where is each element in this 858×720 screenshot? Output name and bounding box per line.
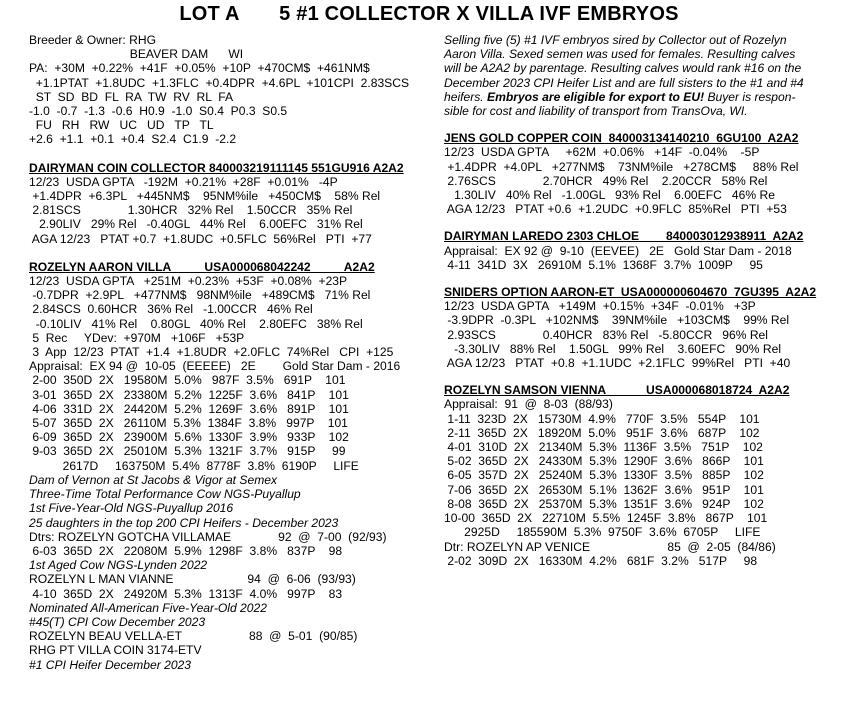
dam-note-line: 1st Five-Year-Old NGS-Puyallup 2016	[29, 501, 234, 516]
section-line: Appraisal: EX 92 @ 9-10 (EEVEE) 2E Gold Star Dam - 2018	[444, 243, 792, 258]
dam-note-line: 25 daughters in the top 200 CPI Heifers - December 2023	[29, 515, 339, 530]
dam-heading: ROZELYN AARON VILLA USA000068042242 A2A2	[29, 259, 375, 274]
section-line: 5-02 365D 2X 24330M 5.3% 1290F 3.6% 866P 101	[444, 454, 764, 469]
intro-bold-text: Embryos are eligible for export to EU!	[487, 89, 705, 104]
section-line: 1-11 323D 2X 15730M 4.9% 770F 3.5% 554P 101	[444, 411, 760, 426]
dam-line: 3-01 365D 2X 23380M 5.2% 1225F 3.6% 841P 101	[29, 387, 349, 402]
right-column	[444, 33, 846, 568]
section-line: 12/23 USDA GPTA +149M +0.15% +34F -0.01% +3P	[444, 299, 756, 314]
intro-line	[444, 90, 846, 104]
section-line: 6-05 357D 2X 25240M 5.3% 1330F 3.5% 885P 102	[444, 468, 764, 483]
section-line: 1.30LIV 40% Rel -1.00GL 93% Rel 6.00EFC 46% Re	[444, 188, 775, 203]
dam-line: 4-06 331D 2X 24420M 5.2% 1269F 3.6% 891P 101	[29, 401, 349, 416]
pedigree-section	[444, 383, 846, 568]
breeder-line: PA: +30M +0.22% +41F +0.05% +10P +470CM$ +461NM$	[29, 61, 370, 76]
dam-note-line: ROZELYN BEAU VELLA-ET 88 @ 5-01 (90/85)	[29, 629, 358, 644]
lot-title: LOT A 5 #1 COLLECTOR X VILLA IVF EMBRYOS	[179, 3, 679, 25]
dam-note-line: Three-Time Total Performance Cow NGS-Puyallup	[29, 487, 301, 502]
intro-text: December 2023 CPI Heifer List and are full sisters to the #1 and #4	[444, 75, 804, 90]
dam-note-line: Dam of Vernon at St Jacobs & Vigor at Semex	[29, 472, 278, 487]
dam-line: -0.10LIV 41% Rel 0.80GL 40% Rel 2.80EFC 38% Rel	[29, 316, 363, 331]
dam-line: 5 Rec YDev: +970M +106F +53P	[29, 330, 245, 345]
breeder-line: FU RH RW UC UD TP TL	[29, 118, 214, 133]
dam-note-line: 1st Aged Cow NGS-Lynden 2022	[29, 558, 208, 573]
intro-line	[444, 33, 846, 47]
intro-line	[444, 104, 846, 118]
dam-block	[29, 260, 439, 672]
section-line: 2.93SCS 0.40HCR 83% Rel -5.80CCR 96% Rel	[444, 327, 768, 342]
section-heading: DAIRYMAN LAREDO 2303 CHLOE 840003012938911 A2A2	[444, 229, 804, 244]
breeder-line: -1.0 -0.7 -1.3 -0.6 H0.9 -1.0 S0.4 P0.3 S0.5	[29, 104, 288, 119]
section-line: 2925D 185590M 5.3% 9750F 3.6% 6705P LIFE	[444, 525, 761, 540]
dam-note-line: RHG PT VILLA COIN 3174-ETV	[29, 643, 202, 658]
pedigree-sections	[444, 131, 846, 568]
section-line: -3.30LIV 88% Rel 1.50GL 99% Rel 3.60EFC 90% Rel	[444, 341, 782, 356]
dam-line: Appraisal: EX 94 @ 10-05 (EEEEE) 2E Gold Star Dam - 2016	[29, 359, 401, 374]
intro-text: Selling five (5) #1 IVF embryos sired by Collector out of Rozelyn	[444, 33, 787, 47]
section-heading: ROZELYN SAMSON VIENNA USA000068018724 A2A2	[444, 383, 790, 398]
intro-paragraph	[444, 33, 846, 118]
dam-note-line: 6-03 365D 2X 22080M 5.9% 1298F 3.8% 837P 98	[29, 543, 343, 558]
dam-line: 3 App 12/23 PTAT +1.4 +1.8UDR +2.0FLC 74%Rel CPI +125	[29, 345, 394, 360]
dam-line: 6-09 365D 2X 23900M 5.6% 1330F 3.9% 933P 102	[29, 430, 349, 445]
intro-text: will be A2A2 by parentage. Resulting calves would rank #16 on the	[444, 61, 802, 76]
section-line: 2-02 309D 2X 16330M 4.2% 681F 3.2% 517P 98	[444, 553, 758, 568]
dam-note-line: ROZELYN L MAN VIANNE 94 @ 6-06 (93/93)	[29, 572, 356, 587]
section-heading: SNIDERS OPTION AARON-ET USA000000604670 7GU395 A2A2	[444, 285, 817, 300]
section-line: 4-01 310D 2X 21340M 5.3% 1136F 3.5% 751P 102	[444, 440, 763, 455]
dam-notes	[29, 473, 439, 672]
section-line: Dtr: ROZELYN AP VENICE 85 @ 2-05 (84/86)	[444, 539, 776, 554]
section-line: 7-06 365D 2X 26530M 5.1% 1362F 3.6% 951P 101	[444, 482, 764, 497]
dam-line: 2617D 163750M 5.4% 8778F 3.8% 6190P LIFE	[29, 458, 359, 473]
intro-text: sible for cost and liability of transport from TransOva, WI.	[444, 104, 748, 119]
breeder-line: ST SD BD FL RA TW RV RL FA	[29, 89, 234, 104]
section-line: 2.76SCS 2.70HCR 49% Rel 2.20CCR 58% Rel	[444, 173, 768, 188]
intro-line	[444, 61, 846, 75]
section-line: 2-11 365D 2X 18920M 5.0% 951F 3.6% 687P 102	[444, 425, 760, 440]
section-heading: JENS GOLD COPPER COIN 840003134140210 6GU100 A2A2	[444, 131, 799, 146]
dam-line: 5-07 365D 2X 26110M 5.3% 1384F 3.8% 997P 101	[29, 416, 348, 431]
sire-block	[29, 161, 439, 246]
intro-text: Buyer is respon-	[704, 89, 796, 104]
sire-line: 2.90LIV 29% Rel -0.40GL 44% Rel 6.00EFC 31% Rel	[29, 217, 363, 232]
dam-line: 2-00 350D 2X 19580M 5.0% 987F 3.5% 691P 101	[29, 373, 346, 388]
breeder-line: +2.6 +1.1 +0.1 +0.4 S2.4 C1.9 -2.2	[29, 132, 237, 147]
left-column	[29, 33, 439, 672]
dam-note-line: Dtrs: ROZELYN GOTCHA VILLAMAE 92 @ 7-00 (92/93)	[29, 529, 387, 544]
pedigree-section	[444, 285, 846, 370]
sire-line: AGA 12/23 PTAT +0.7 +1.8UDC +0.5FLC 56%Rel PTI +77	[29, 231, 372, 246]
dam-line: 2.84SCS 0.60HCR 36% Rel -1.00CCR 46% Rel	[29, 302, 313, 317]
dam-line: 12/23 USDA GPTA +251M +0.23% +53F +0.08% +23P	[29, 274, 348, 289]
dam-line: 9-03 365D 2X 25010M 5.3% 1321F 3.7% 915P 99	[29, 444, 346, 459]
intro-text: Aaron Villa. Sexed semen was used for females. Resulting calves	[444, 47, 796, 62]
intro-line	[444, 47, 846, 61]
section-line: 4-11 341D 3X 26910M 5.1% 1368F 3.7% 1009P 95	[444, 257, 763, 272]
pedigree-section	[444, 229, 846, 272]
sire-line: 2.81SCS 1.30HCR 32% Rel 1.50CCR 35% Rel	[29, 203, 353, 218]
sire-heading: DAIRYMAN COIN COLLECTOR 840003219111145 551GU916 A2A2	[29, 160, 404, 175]
breeder-line: BEAVER DAM WI	[29, 47, 244, 62]
section-line: 8-08 365D 2X 25370M 5.3% 1351F 3.6% 924P 102	[444, 496, 764, 511]
breeder-block	[29, 33, 439, 147]
section-line: -3.9DPR -0.3PL +102NM$ 39NM%ile +103CM$ 99% Rel	[444, 313, 790, 328]
intro-text: heifers.	[444, 89, 488, 104]
section-line: +1.4DPR +4.0PL +277NM$ 73NM%ile +278CM$ 88% Rel	[444, 159, 799, 174]
dam-line: -0.7DPR +2.9PL +477NM$ 98NM%ile +489CM$ 71% Rel	[29, 288, 371, 303]
dam-note-line: #1 CPI Heifer December 2023	[29, 657, 192, 672]
pedigree-section	[444, 131, 846, 216]
section-line: 10-00 365D 2X 22710M 5.5% 1245F 3.8% 867P 101	[444, 511, 768, 526]
section-line: 12/23 USDA GPTA +62M +0.06% +14F -0.04% -5P	[444, 145, 760, 160]
dam-note-line: 4-10 365D 2X 24920M 5.3% 1313F 4.0% 997P 83	[29, 586, 343, 601]
breeder-line: Breeder & Owner: RHG	[29, 33, 157, 47]
sire-line: +1.4DPR +6.3PL +445NM$ 95NM%ile +450CM$ 58% Rel	[29, 189, 381, 204]
section-line: AGA 12/23 PTAT +0.8 +1.1UDC +2.1FLC 99%Rel PTI +40	[444, 356, 791, 371]
sire-line: 12/23 USDA GPTA -192M +0.21% +28F +0.01% -4P	[29, 174, 338, 189]
intro-line	[444, 76, 846, 90]
dam-note-line: Nominated All-American Five-Year-Old 2022	[29, 600, 267, 615]
section-line: Appraisal: 91 @ 8-03 (88/93)	[444, 397, 613, 412]
breeder-line: +1.1PTAT +1.8UDC +1.3FLC +0.4DPR +4.6PL +101CPI 2.83SCS	[29, 75, 410, 90]
dam-note-line: #45(T) CPI Cow December 2023	[29, 614, 206, 629]
section-line: AGA 12/23 PTAT +0.6 +1.2UDC +0.9FLC 85%Rel PTI +53	[444, 202, 787, 217]
